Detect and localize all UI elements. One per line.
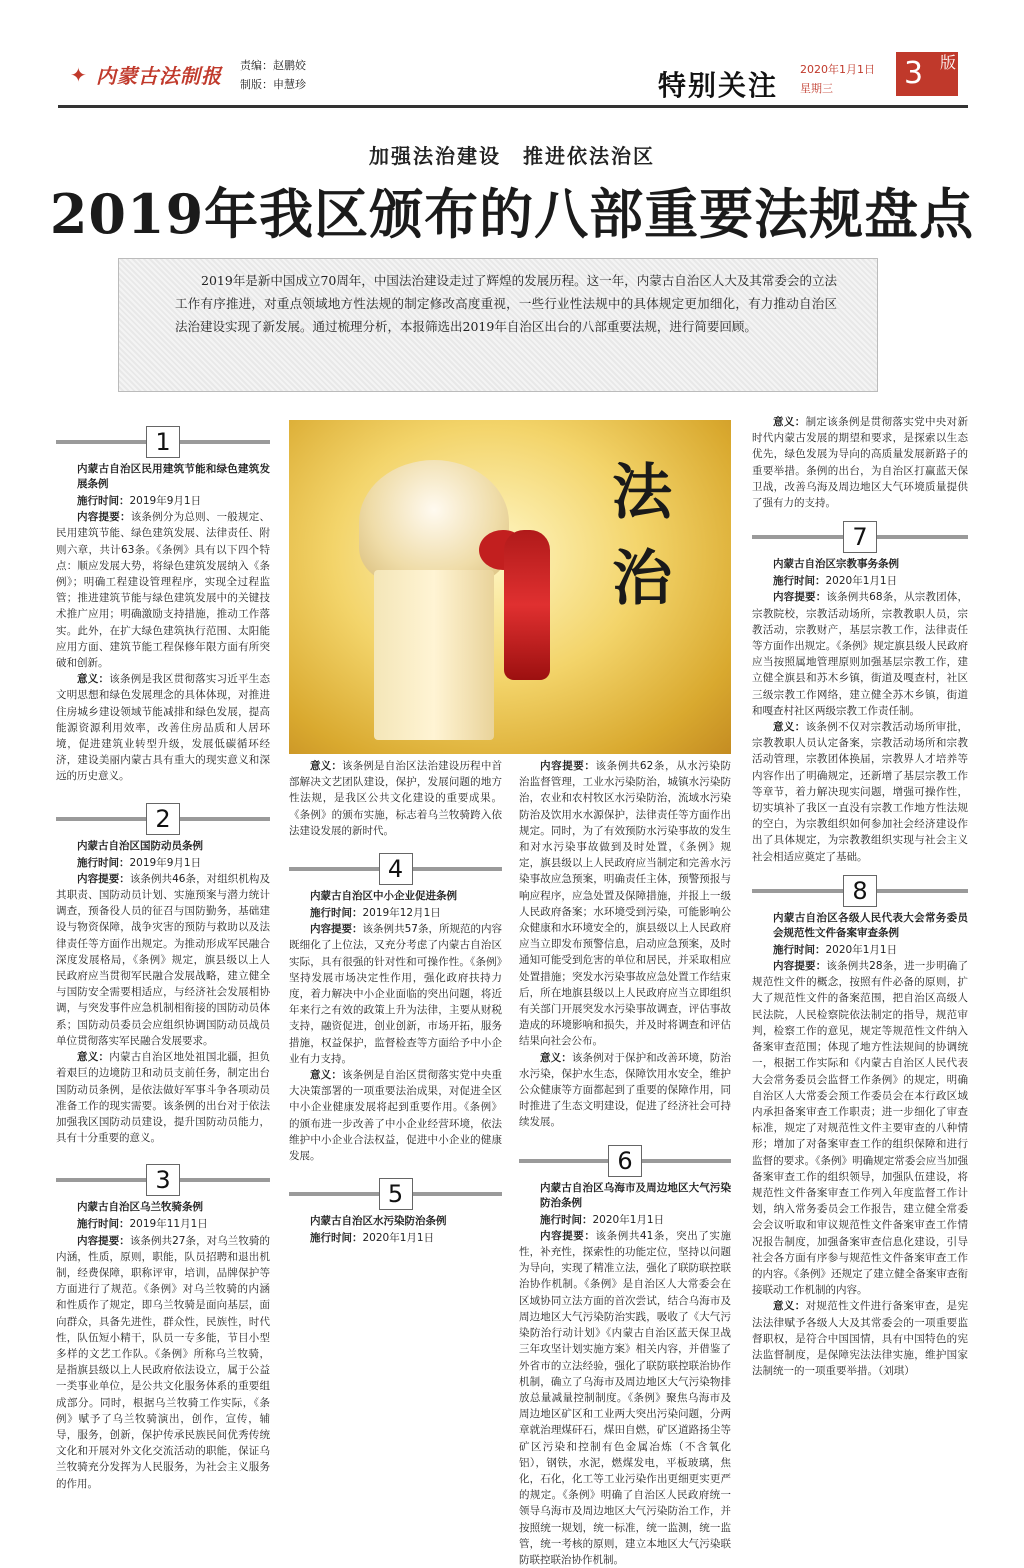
law-content: 内容提要：该条例分为总则、一般规定、民用建筑节能、绿色建筑发展、法律责任、附则六章，共计63条。《条例》具有以下四个特点：顺应发展大势，将绿色建筑发展纳入《条例》；明确工程建设管理程序，实现全过程监管；推进建筑节能与绿色建筑发展中的关键技术推广应用；明确激励支持措施，推动工作落实。此外，在扩大绿色建筑执行范围、太阳能应用方面、建筑节能工程保修年限方面有所突破和创新。: [56, 511, 271, 670]
intro-box: [118, 258, 878, 392]
law-meaning: 意义：对规范性文件进行备案审查，是宪法法律赋予各级人大及其常委会的一项重要监督职权，是符合中国国情，具有中国特色的宪法监督制度，是保障宪法法律实施，维护国家法制统一的一项重要举措。（刘琪）: [752, 1300, 969, 1378]
designer: 制版：申慧珍: [240, 78, 306, 91]
law-meaning: 意义：该条例是我区贯彻落实习近平生态文明思想和绿色发展理念的具体体现，对推进住房城乡建设领域节能减排和绿色发展，提高能源资源利用效率，改善住房品质和人居环境，促进建筑业转型升级，发展低碳循环经济，建设美丽内蒙古具有重大的现实意义和深远的历史意义。: [56, 673, 271, 783]
calligraphy-char: 法: [612, 458, 672, 528]
law-content: 内容提要：该条例共46条，对组织机构及其职责、国防动员计划、实施预案与潜力统计调查，预备役人员的征召与国防勤务，基础建设与物资保障，战争灾害的预防与救助以及法律责任等方面作出规定。为推动形成军民融合深度发展格局，《条例》规定，旗县级以上人民政府应当贯彻军民融合发展战略，建立健全与国防安全需要相适应，与经济社会发展相协调，与突发事件应急机制相衔接的国防动员体系；国防动员委员会应组织协调国防动员战员单位贯彻落实军民融合发展要求。: [56, 872, 270, 1047]
law-content: 内容提要：该条例共41条，突出了实施性，补充性，探索性的功能定位，坚持以问题为导向，实现了精准立法，强化了联防联控联治协作机制。《条例》是自治区人大常委会在区域协同立法方面的首次尝试，结合乌海市及周边地区大气污染防治实践，吸收了《大气污染防治行动计划》《内蒙古自治区蓝天保卫战三年攻坚计划实施方案》相关内容，并借鉴了外省市的立法经验，强化了联防联控联治协作机制，确立了乌海市及周边地区大气污染物排放总量减量控制制度。《条例》聚焦乌海市及周边地区矿区和工业两大突出污染问题，分两章就治理煤矸石，煤田自燃，矿区道路扬尘等矿区污染和控制有色金属冶炼（不含氧化铝），钢铁，水泥，燃煤发电，平板玻璃，焦化，石化，化工等工业污染作出更细更实更严的规定。《条例》明确了自治区人民政府统一领导乌海市及周边地区大气污染防治工作，并按照统一规划，统一标准，统一监测，统一监管，统一考核的原则，建立本地区大气污染联防联控联治协作机制。: [519, 1229, 731, 1566]
law-title: 内蒙古自治区国防动员条例: [77, 839, 203, 852]
author: （刘琪）: [878, 1365, 915, 1378]
masthead: [58, 52, 968, 110]
law-meaning: 意义：该条例是自治区法治建设历程中首部解决文艺团队建设，保护，发展问题的地方性法规，是我区公共文化建设的重要成果。《条例》的颁布实施，标志着乌兰牧骑跨入依法建设发展的新时代。: [289, 760, 503, 837]
law-time: 施行时间：2019年11月1日: [77, 1218, 208, 1231]
paper-name: 内蒙古法制报: [96, 64, 222, 88]
section-number-4: 4: [289, 853, 502, 883]
page-number: 3: [904, 56, 924, 91]
section-number-7: 7: [752, 521, 968, 551]
intro-text: 2019年是新中国成立70周年，中国法治建设走过了辉煌的发展历程。这一年，内蒙古自治区人大及其常委会的立法工作有序推进，对重点领域地方性法规的制定修改高度重视，一些行业性法规中的具体规定更加细化，有力推动自治区法治建设实现了新发展。通过梳理分析，本报筛选出2019年自治区出台的八部重要法规，进行简要回顾。: [175, 273, 837, 334]
section-title: 特别关注: [658, 69, 779, 102]
law-content: 内容提要：该条例共62条，从水污染防治监督管理，工业水污染防治，城镇水污染防治，农业和农村牧区水污染防治，流域水污染防治及饮用水水源保护，法律责任等方面作出规定。同时，为了有效预防水污染事故的发生和对水污染事故做到及时处置，《条例》规定，旗县级以上人民政府应当制定和完善水污染事故应急预案，明确责任主体，预警预报与响应程序，应急处置及保障措施，并报上一级人民政府备案；水环境受到污染，可能影响公众健康和水环境安全的，旗县级以上人民政府应当立即发布预警信息，启动应急预案，及时通知可能受到危害的单位和居民，并采取相应处置措施；突发水污染事故应急处置工作结束后，所在地旗县级以上人民政府应当立即组织有关部门开展突发水污染事故调查，评估事故造成的环境影响和损失，并及时将调查和评估结果向社会公布。: [519, 760, 731, 1048]
law-title: 内蒙古自治区乌海市及周边地区大气污染防治条例: [540, 1181, 731, 1209]
law-title: 内蒙古自治区乌兰牧骑条例: [77, 1201, 203, 1214]
seal-dragon-knob: [359, 460, 509, 585]
law-title: 内蒙古自治区民用建筑节能和绿色建筑发展条例: [77, 463, 270, 490]
newspaper-logo: [70, 60, 222, 89]
illustration-seal: [289, 420, 731, 754]
law-title: 内蒙古自治区宗教事务条例: [773, 558, 899, 571]
torch-icon: ✦: [70, 62, 87, 87]
law-time: 施行时间：2020年1月1日: [773, 575, 898, 588]
section-number-6: 6: [519, 1145, 731, 1175]
issue-date: [800, 60, 875, 98]
column-2: [289, 758, 502, 1246]
law-time: 施行时间：2020年1月1日: [773, 943, 898, 956]
law-title: 内蒙古自治区中小企业促进条例: [310, 890, 457, 903]
section-number-5: 5: [289, 1178, 502, 1208]
law-content: 内容提要：该条例共68条，从宗教团体，宗教院校，宗教活动场所，宗教教职人员，宗教活动，宗教财产，基层宗教工作，法律责任等方面作出规定。《条例》规定旗县级人民政府应当按照属地管理原则加强基层宗教工作，建立健全旗县和苏木乡镇，街道及嘎查村，社区三级宗教工作网络，建立健全苏木乡镇，街道和嘎查村社区两级宗教工作责任制。: [752, 591, 968, 717]
law-meaning: 意义：该条例是自治区贯彻落实党中央重大决策部署的一项重要法治成果，对促进全区中小企业健康发展将起到重要作用。《条例》的颁布进一步改善了中小企业经营环境，依法维护中小企业合法权益，促进中小企业的健康发展。: [289, 1069, 503, 1163]
weekday: 星期三: [800, 82, 833, 95]
law-meaning: 意义：内蒙古自治区地处祖国北疆，担负着艰巨的边境防卫和动员支前任务，制定出台国防动员条例，是依法做好军事斗争各项动员准备工作的现实需要。该条例的出台对于依法加强我区国防动员建设，提升国防动员能力，具有十分重要的意义。: [56, 1051, 271, 1145]
law-title: 内蒙古自治区水污染防治条例: [310, 1215, 447, 1228]
law-time: 施行时间：2020年1月1日: [310, 1232, 435, 1245]
editor: 责编：赵鹏姣: [240, 59, 306, 72]
law-time: 施行时间：2019年9月1日: [77, 495, 202, 507]
law-time: 施行时间：2019年12月1日: [310, 907, 441, 920]
column-1: [56, 420, 270, 1492]
law-title: 内蒙古自治区各级人民代表大会常务委员会规范性文件备案审查条例: [773, 911, 968, 939]
law-time: 施行时间：2020年1月1日: [540, 1213, 665, 1226]
section-number-8: 8: [752, 875, 968, 905]
kicker: 加强法治建设 推进依法治区: [369, 144, 655, 168]
calligraphy-char: 治: [612, 544, 672, 614]
law-content: 内容提要：该条例共27条，对乌兰牧骑的内涵，性质，原则，职能，队员招聘和退出机制，经费保障，职称评审，培训，品牌保护等方面进行了规范。《条例》对乌兰牧骑的内涵和性质作了规定，即乌兰牧骑是面向基层，面向群众，具备先进性，群众性，民族性，时代性，队伍短小精干，队员一专多能，节目小型多样的文艺工作队。《条例》所称乌兰牧骑，是指旗县级以上人民政府依法设立，属于公益一类事业单位，是公共文化服务体系的重要组成部分。同时，根据乌兰牧骑工作实际，《条例》赋予了乌兰牧骑演出，创作，宣传，辅导，服务，创新，保护传承民族民间优秀传统文化和开展对外文化交流活动的职能，保证乌兰牧骑充分发挥为人民服务，为社会主义服务的作用。: [56, 1234, 270, 1490]
calligraphy: [607, 450, 677, 622]
column-4: [752, 414, 968, 1379]
seal-base: [374, 570, 494, 740]
headline: 2019年我区颁布的八部重要法规盘点: [49, 182, 975, 246]
masthead-rule: [58, 105, 968, 108]
editor-credits: [240, 56, 306, 94]
section-number-1: 1: [56, 426, 270, 456]
law-time: 施行时间：2019年9月1日: [77, 856, 202, 869]
law-content: 内容提要：该条例共57条，所规范的内容既细化了上位法，又充分考虑了内蒙古自治区实际，具有很强的针对性和可操作性。《条例》坚持发展市场决定性作用，强化政府扶持力度，着力解决中小企业面临的突出问题，将近年来行之有效的政策上升为法律，主要从财税支持，融资促进，创业创新，市场开拓，服务措施，权益保护，监督检查等方面给予中小企业有力支持。: [289, 923, 502, 1065]
page-suffix: 版: [940, 53, 957, 72]
law-meaning: 意义：该条例不仅对宗教活动场所审批，宗教教职人员认定备案，宗教活动场所和宗教活动管理，宗教团体换届，宗教界人才培养等内容作出了明确规定，还新增了基层宗教工作等章节，着力解决现实问题，增强可操作性，切实填补了我区一直没有宗教工作地方性法规的空白，为宗教组织如何参加社会经济建设作出了具体规定，为宗教教组织实现与社会主义社会相适应奠定了基础。: [752, 721, 969, 863]
red-tassel: [504, 530, 550, 680]
law-content: 内容提要：该条例共28条，进一步明确了规范性文件的概念，按照有件必备的原则，扩大了规范性文件的备案范围，把自治区高级人民法院，人民检察院依法制定的指导，规范审判，检察工作的意见，规定等规范性文件纳入备案审查范围；体现了地方性法规间的协调统一，根据工作实际和《内蒙古自治区人民代表大会常务委员会监督工作条例》的规定，明确自治区人大常委会预工作委员会在本行政区域内承担备案审查工作职责；进一步细化了审查标准，规定了对规范性文件主要审查的八种情形；增加了对备案审查工作的组织保障和进行监督的要求。《条例》明确规定常委会应当加强备案审查工作的组织领导，加强队伍建设，将规范性文件备案审查工作列入年度监督工作计划，纳入常务委员会工作报告，建立健全常委会会议听取和审议规范性文件备案审查工作情况报告制度，加强备案审查信息化建设，引导社会各方面有序参与规范性文件备案审查工作的内容。《条例》还规定了建立健全备案审查衔接联动工作机制的内容。: [752, 960, 968, 1297]
section-number-3: 3: [56, 1164, 270, 1194]
date: 2020年1月1日: [800, 63, 875, 76]
column-3: [519, 758, 731, 1568]
law-meaning: 意义：该条例对于保护和改善环境，防治水污染，保护水生态，保障饮用水安全，维护公众健康等方面都起到了重要的保障作用，同时推进了生态文明建设，促进了经济社会可持续发展。: [519, 1051, 732, 1129]
law-meaning: 意义：制定该条例是贯彻落实党中央对新时代内蒙古发展的期望和要求，是探索以生态优先，绿色发展为导向的高质量发展新路子的重要举措。条例的出台，为自治区打赢蓝天保卫战，改善乌海及周边地区大气环境质量提供了强有力的支持。: [752, 416, 969, 510]
page-number-badge: [896, 52, 958, 96]
section-number-2: 2: [56, 803, 270, 833]
